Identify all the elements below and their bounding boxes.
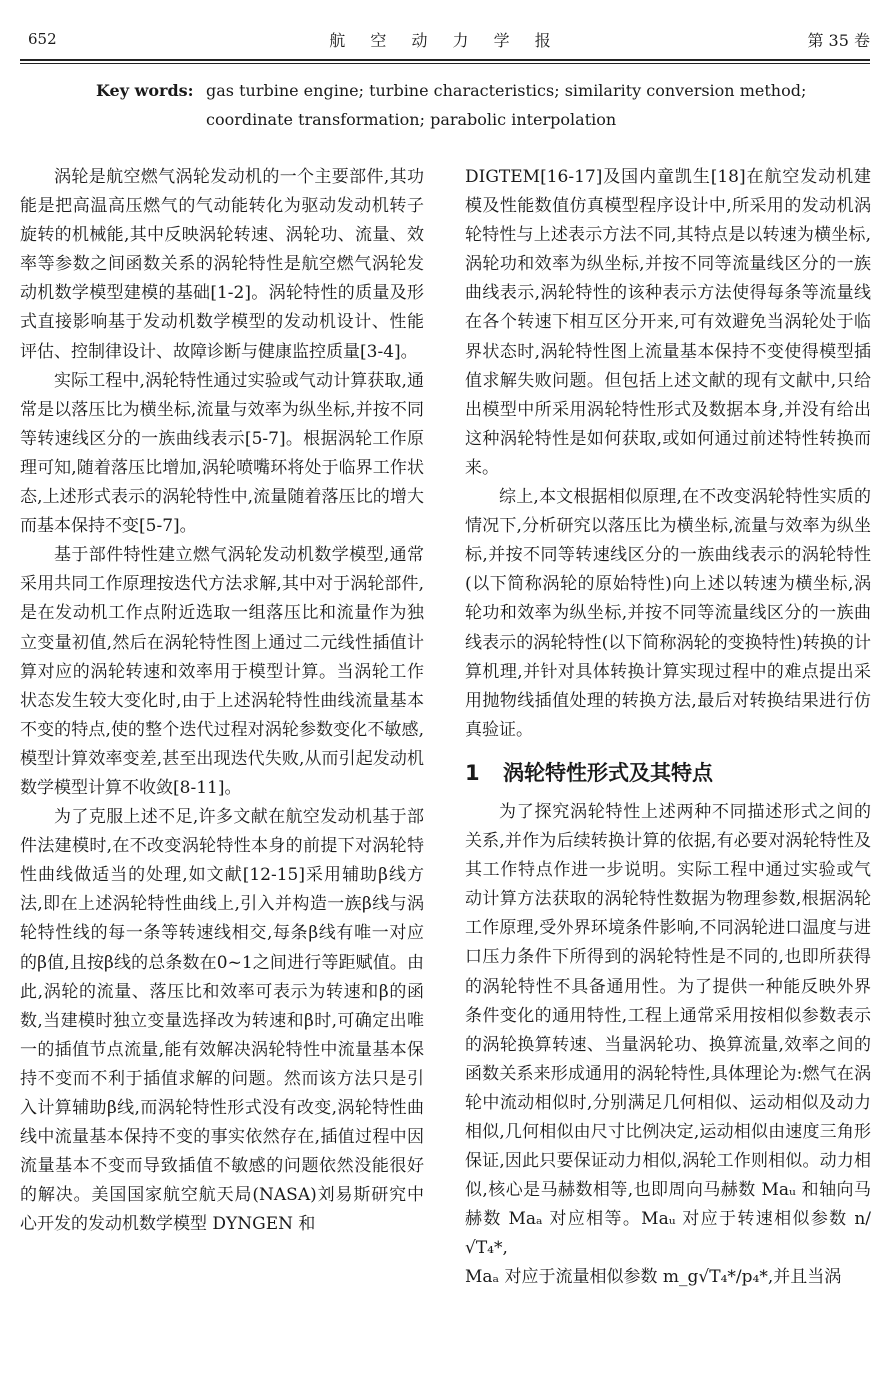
right-column <box>465 163 871 1293</box>
left-column <box>20 163 424 1239</box>
keywords-line-1: gas turbine engine; turbine characteristics; similarity conversion method; <box>206 81 807 100</box>
header-rule-thick <box>20 59 870 61</box>
paragraph: Maₐ 对应于流量相似参数 m_g√T₄*/p₄*,并且当涡 <box>465 1267 842 1288</box>
keywords-label: Key words: <box>96 81 194 100</box>
paragraph: DIGTEM[16-17]及国内童凯生[18]在航空发动机建模及性能数值仿真模型程序设计中,所采用的发动机涡轮特性与上述表示方法不同,其特点是以转速为横坐标,涡轮功和效率为纵坐标,并按不同等流量线区分的一族曲线表示,涡轮特性的该种表示方法使得每条等流量线在各个转速下相互区分开来,可有效避免当涡轮处于临界状态时,涡轮特性图上流量基本保持不变使得模型插值求解失败问题。但包括上述文献的现有文献中,只给出模型中所采用涡轮特性形式及数据本身,并没有给出这种涡轮特性是如何获取,或如何通过前述特性转换而来。 <box>465 167 871 478</box>
page-header <box>20 26 870 56</box>
section-heading <box>465 759 871 788</box>
header-rule-thin <box>20 63 870 64</box>
paragraph: 涡轮是航空燃气涡轮发动机的一个主要部件,其功能是把高温高压燃气的气动能转化为驱动发动机转子旋转的机械能,其中反映涡轮转速、涡轮功、流量、效率等参数之间函数关系的涡轮特性是航空燃气涡轮发动机数学模型建模的基础[1-2]。涡轮特性的质量及形式直接影响基于发动机数学模型的发动机设计、性能评估、控制律设计、故障诊断与健康监控质量[3-4]。 <box>20 167 424 362</box>
page-number: 652 <box>28 30 57 48</box>
paragraph: 综上,本文根据相似原理,在不改变涡轮特性实质的情况下,分析研究以落压比为横坐标,流量与效率为纵坐标,并按不同等转速线区分的一族曲线表示的涡轮特性(以下简称涡轮的原始特性)向上述以转速为横坐标,涡轮功和效率为纵坐标,并按不同等流量线区分的一族曲线表示的涡轮特性(以下简称涡轮的变换特性)转换的计算机理,并针对具体转换计算实现过程中的难点提出采用抛物线插值处理的转换方法,最后对转换结果进行仿真验证。 <box>465 487 871 740</box>
volume-label: 第 35 卷 <box>807 31 870 50</box>
paragraph: 实际工程中,涡轮特性通过实验或气动计算获取,通常是以落压比为横坐标,流量与效率为纵坐标,并按不同等转速线区分的一族曲线表示[5-7]。根据涡轮工作原理可知,随着落压比增加,涡轮喷嘴环将处于临界工作状态,上述形式表示的涡轮特性中,流量随着落压比的增大而基本保持不变[5-7]。 <box>20 370 424 537</box>
paragraph: 为了探究涡轮特性上述两种不同描述形式之间的关系,并作为后续转换计算的依据,有必要对涡轮特性及其工作特点作进一步说明。实际工程中通过实验或气动计算方法获取的涡轮特性数据为物理参数,根据涡轮工作原理,受外界环境条件影响,不同涡轮进口温度与进口压力条件下所得到的涡轮特性是不同的,也即所获得的涡轮特性不具备通用性。为了提供一种能反映外界条件变化的通用特性,工程上通常采用按相似参数表示的涡轮换算转速、当量涡轮功、换算流量,效率之间的函数关系来形成通用的涡轮特性,具体理论为:燃气在涡轮中流动相似时,分别满足几何相似、运动相似及动力相似,几何相似由尺寸比例决定,运动相似由速度三角形保证,因此只要保证动力相似,涡轮工作则相似。动力相似,核心是马赫数相等,也即周向马赫数 Maᵤ 和轴向马赫数 Maₐ 对应相等。Maᵤ 对应于转速相似参数 n/√T₄*, <box>465 801 871 1259</box>
section-title: 涡轮特性形式及其特点 <box>503 760 713 785</box>
paragraph: 基于部件特性建立燃气涡轮发动机数学模型,通常采用共同工作原理按迭代方法求解,其中对于涡轮部件,是在发动机工作点附近选取一组落压比和流量作为独立变量初值,然后在涡轮特性图上通过二元线性插值计算对应的涡轮转速和效率用于模型计算。当涡轮工作状态发生较大变化时,由于上述涡轮特性曲线流量基本不变的特点,使的整个迭代过程对涡轮参数变化不敏感,模型计算效率变差,甚至出现迭代失败,从而引起发动机数学模型计算不收敛[8-11]。 <box>20 545 424 798</box>
section-number: 1 <box>465 760 480 785</box>
paragraph: 为了克服上述不足,许多文献在航空发动机基于部件法建模时,在不改变涡轮特性本身的前提下对涡轮特性曲线做适当的处理,如文献[12-15]采用辅助β线方法,即在上述涡轮特性曲线上,引入并构造一族β线与涡轮特性线的每一条等转速线相交,每条β线有唯一对应的β值,且按β线的总条数在0~1之间进行等距赋值。由此,涡轮的流量、落压比和效率可表示为转速和β的函数,当建模时独立变量选择改为转速和β时,可确定出唯一的插值节点流量,能有效解决涡轮特性中流量基本保持不变而不利于插值求解的问题。然而该方法只是引入计算辅助β线,而涡轮特性形式没有改变,涡轮特性曲线中流量基本保持不变的事实依然存在,插值过程中因流量基本不变而导致插值不敏感的问题依然没能很好的解决。美国国家航空航天局(NASA)刘易斯研究中心开发的发动机数学模型 DYNGEN 和 <box>20 807 424 1235</box>
journal-title: 航 空 动 力 学 报 <box>329 31 561 50</box>
keywords-line-2: coordinate transformation; parabolic interpolation <box>206 110 617 129</box>
